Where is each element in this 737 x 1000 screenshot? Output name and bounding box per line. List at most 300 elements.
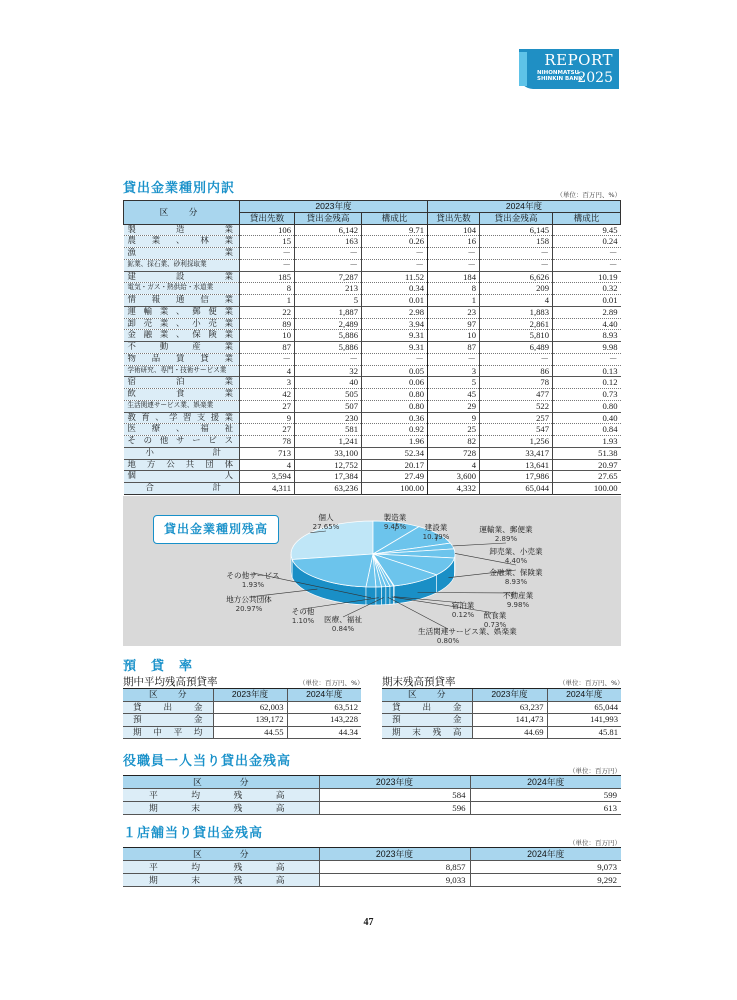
table-cell: 51.38	[553, 447, 621, 459]
table-row	[124, 283, 621, 295]
pie-label	[406, 524, 466, 541]
table-cell: 89	[240, 318, 295, 330]
table-row	[124, 236, 621, 248]
table-cell: －	[240, 353, 295, 365]
pie-label-value: 27.65%	[312, 522, 340, 531]
table-cell: 230	[295, 412, 362, 424]
table-cell: 6,489	[480, 342, 553, 354]
table-cell: 0.84	[553, 424, 621, 436]
table-cell: 97	[428, 318, 480, 330]
table-cell: 6,142	[295, 224, 362, 236]
pie-label	[486, 548, 546, 565]
table-cell: 4,332	[428, 483, 480, 495]
table-row	[382, 714, 621, 727]
row-category: 個人	[124, 471, 240, 483]
pie-label-value: 0.80%	[436, 636, 460, 645]
pie-label-name: 地方公共団体	[226, 595, 272, 604]
table-cell: －	[295, 353, 362, 365]
row-category: 期末残高	[123, 802, 319, 815]
table-cell: －	[553, 353, 621, 365]
table-cell: 477	[480, 389, 553, 401]
table-row	[124, 471, 621, 483]
table-cell: －	[480, 248, 553, 260]
table-cell: 2.98	[362, 306, 428, 318]
pie-label-value: 1.10%	[291, 616, 315, 625]
row-category: 平均残高	[123, 789, 319, 802]
table-row	[124, 248, 621, 260]
table-cell: 22	[240, 306, 295, 318]
table-cell: 27.49	[362, 471, 428, 483]
table-cell: 63,237	[472, 701, 547, 714]
table-row	[382, 726, 621, 739]
subheader-cell: 貸出金残高	[480, 212, 553, 224]
table-cell: 158	[480, 236, 553, 248]
badge-title: REPORT	[544, 51, 613, 69]
table-cell: －	[295, 248, 362, 260]
table-cell: 9.98	[553, 342, 621, 354]
table-cell: 17,986	[480, 471, 553, 483]
table-cell: 16	[428, 236, 480, 248]
table-cell: 184	[428, 271, 480, 283]
table-row	[124, 424, 621, 436]
row-category: 貸出金	[382, 701, 472, 714]
table-cell: －	[480, 259, 553, 271]
table-cell: 33,417	[480, 447, 553, 459]
table-cell: 7,287	[295, 271, 362, 283]
table-cell: 713	[240, 447, 295, 459]
table-cell: 65,044	[547, 701, 621, 714]
avg-ratio-table	[123, 688, 361, 739]
pie-label-value: 9.45%	[383, 522, 407, 531]
table-row	[124, 224, 621, 236]
table-cell: 141,993	[547, 714, 621, 727]
table-cell: 9,073	[470, 861, 621, 874]
table-cell: 0.12	[553, 377, 621, 389]
table-cell: 106	[240, 224, 295, 236]
table-cell: 29	[428, 400, 480, 412]
table-row	[124, 377, 621, 389]
table-cell: 2,861	[480, 318, 553, 330]
table-cell: 1,256	[480, 436, 553, 448]
table-cell: 45.81	[547, 726, 621, 739]
row-category: その他サービス	[124, 436, 240, 448]
table-cell: 5,886	[295, 330, 362, 342]
row-category: 貸出金	[123, 701, 213, 714]
report-badge	[519, 49, 619, 89]
table-cell: 4.40	[553, 318, 621, 330]
end-ratio-table	[382, 688, 621, 739]
header-year-a: 2023年度	[240, 201, 428, 213]
table-cell: 3,600	[428, 471, 480, 483]
pie-label-value: 0.84%	[331, 624, 355, 633]
header-cell: 区 分	[123, 848, 319, 861]
table-cell: 78	[480, 377, 553, 389]
row-category: 期末残高	[382, 726, 472, 739]
header-row	[382, 689, 621, 702]
table-row	[124, 436, 621, 448]
table-cell: 596	[319, 802, 470, 815]
row-category: 鉱業、採石業、砂利採取業	[124, 259, 240, 271]
table-cell: 0.01	[553, 295, 621, 307]
table-cell: 6,145	[480, 224, 553, 236]
table-cell: 100.00	[553, 483, 621, 495]
table-row	[123, 701, 361, 714]
table-cell: 63,236	[295, 483, 362, 495]
table-cell: 10	[240, 330, 295, 342]
pie-label	[488, 592, 548, 609]
pie-label-name: その他	[291, 607, 315, 616]
row-category: 小計	[124, 447, 240, 459]
row-category: 期中平均	[123, 726, 213, 739]
table-cell: 100.00	[362, 483, 428, 495]
table-cell: 1.96	[362, 436, 428, 448]
table-cell: 11.52	[362, 271, 428, 283]
table-row	[124, 389, 621, 401]
table-cell: 0.80	[553, 400, 621, 412]
table-cell: 20.97	[553, 459, 621, 471]
table-cell: 27	[240, 424, 295, 436]
header-cell: 2024年度	[287, 689, 361, 702]
table-cell: 505	[295, 389, 362, 401]
table-cell: －	[362, 353, 428, 365]
table-cell: 32	[295, 365, 362, 377]
pie-label-value: 1.93%	[241, 580, 265, 589]
table-cell: 209	[480, 283, 553, 295]
table-cell: 4	[240, 459, 295, 471]
table-cell: 82	[428, 436, 480, 448]
table-cell: 0.06	[362, 377, 428, 389]
table-cell: 86	[480, 365, 553, 377]
pie-label-name: 飲食業	[483, 611, 507, 620]
table-cell: 104	[428, 224, 480, 236]
table-cell: －	[553, 259, 621, 271]
table-cell: 8.93	[553, 330, 621, 342]
table-cell: 27	[240, 400, 295, 412]
table-cell: －	[428, 259, 480, 271]
subheader-cell: 貸出先数	[240, 212, 295, 224]
row-category: 医療、福祉	[124, 424, 240, 436]
pie-label-value: 20.97%	[235, 604, 263, 613]
pie-label-name: その他サービス	[226, 571, 280, 580]
table-cell: 581	[295, 424, 362, 436]
table-cell: 3	[428, 365, 480, 377]
pie-label-value: 0.73%	[483, 620, 507, 629]
pie-label-value: 8.93%	[504, 577, 528, 586]
pie-label-value: 10.19%	[422, 532, 450, 541]
pie-label-name: 不動産業	[502, 591, 534, 600]
row-category: 預金	[382, 714, 472, 727]
header-cell: 区 分	[382, 689, 472, 702]
header-row	[123, 848, 621, 861]
table-row	[124, 318, 621, 330]
end-ratio-unit: （単位：百万円、%）	[559, 679, 624, 687]
pie-label-name: 製造業	[383, 513, 407, 522]
table-cell: 45	[428, 389, 480, 401]
pie-label-name: 卸売業、小売業	[489, 547, 543, 556]
table-cell: 0.92	[362, 424, 428, 436]
table-cell: 0.36	[362, 412, 428, 424]
loan-table-unit: （単位：百万円、%）	[556, 191, 621, 199]
header-year-b: 2024年度	[428, 201, 621, 213]
table-cell: 0.26	[362, 236, 428, 248]
table-cell: 1	[428, 295, 480, 307]
per-branch-table	[123, 847, 621, 887]
table-cell: 63,512	[287, 701, 361, 714]
table-cell: 0.34	[362, 283, 428, 295]
table-row	[124, 330, 621, 342]
table-cell: 163	[295, 236, 362, 248]
table-cell: 65,044	[480, 483, 553, 495]
row-category: 製造業	[124, 224, 240, 236]
table-row	[124, 447, 621, 459]
table-row	[382, 701, 621, 714]
table-cell: 10	[428, 330, 480, 342]
badge-year: 2025	[577, 70, 613, 86]
table-cell: 4	[480, 295, 553, 307]
table-cell: 0.40	[553, 412, 621, 424]
header-row	[123, 689, 361, 702]
table-cell: 143,228	[287, 714, 361, 727]
table-cell: －	[295, 259, 362, 271]
badge-bank-name: NIHONMATSU SHINKIN BANK	[537, 70, 583, 82]
table-cell: 12,752	[295, 459, 362, 471]
table-cell: 728	[428, 447, 480, 459]
row-category: 合計	[124, 483, 240, 495]
table-cell: 5,886	[295, 342, 362, 354]
table-row	[124, 365, 621, 377]
pie-label-name: 運輸業、郵便業	[479, 525, 533, 534]
pie-label-value: 0.12%	[451, 610, 475, 619]
row-category: 金融業、保険業	[124, 330, 240, 342]
table-cell: 33,100	[295, 447, 362, 459]
table-cell: 5	[295, 295, 362, 307]
row-category: 生活関連サービス業、娯楽業	[124, 400, 240, 412]
pie-label	[223, 572, 283, 589]
end-ratio-title: 期末残高預貸率	[382, 676, 456, 688]
table-cell: 17,384	[295, 471, 362, 483]
pie-label	[476, 526, 536, 543]
row-category: 飲食業	[124, 389, 240, 401]
chart-title: 貸出金業種別残高	[153, 515, 279, 544]
table-cell: 0.80	[362, 389, 428, 401]
row-category: 学術研究、専門・技術サービス業	[124, 365, 240, 377]
table-row	[124, 271, 621, 283]
table-row	[124, 483, 621, 495]
row-category: 情報通信業	[124, 295, 240, 307]
table-cell: 3.94	[362, 318, 428, 330]
table-cell: 1,241	[295, 436, 362, 448]
table-cell: 1.93	[553, 436, 621, 448]
header-cell: 区 分	[123, 776, 319, 789]
header-cell: 2023年度	[213, 689, 287, 702]
row-category: 運輸業、郵便業	[124, 306, 240, 318]
header-cell: 2024年度	[547, 689, 621, 702]
table-row	[124, 412, 621, 424]
row-category: 卸売業、小売業	[124, 318, 240, 330]
row-category: 電気・ガス・熱供給・水道業	[124, 283, 240, 295]
table-cell: 9	[428, 412, 480, 424]
pie-label	[296, 514, 356, 531]
table-cell: 6,626	[480, 271, 553, 283]
row-category: 農業、林業	[124, 236, 240, 248]
table-cell: 139,172	[213, 714, 287, 727]
table-cell: －	[240, 248, 295, 260]
table-cell: －	[240, 259, 295, 271]
table-cell: 20.17	[362, 459, 428, 471]
table-cell: 185	[240, 271, 295, 283]
table-cell: －	[428, 248, 480, 260]
pie-label	[486, 569, 546, 586]
table-row	[124, 259, 621, 271]
table-cell: 44.55	[213, 726, 287, 739]
per-employee-title: 役職員一人当り貸出金残高	[123, 754, 292, 769]
table-cell: 0.01	[362, 295, 428, 307]
table-cell: 52.34	[362, 447, 428, 459]
table-cell: 141,473	[472, 714, 547, 727]
table-cell: 599	[470, 789, 621, 802]
table-cell: 0.24	[553, 236, 621, 248]
table-cell: 613	[470, 802, 621, 815]
table-cell: 3,594	[240, 471, 295, 483]
table-cell: 10.19	[553, 271, 621, 283]
row-category: 平均残高	[123, 861, 319, 874]
table-cell: 1	[240, 295, 295, 307]
table-row	[123, 874, 621, 887]
table-cell: －	[362, 248, 428, 260]
header-row	[123, 776, 621, 789]
pie-label	[418, 627, 517, 645]
table-cell: 9.31	[362, 342, 428, 354]
table-row	[124, 295, 621, 307]
pie-label-value: 2.89%	[494, 534, 518, 543]
table-cell: 0.13	[553, 365, 621, 377]
deposit-ratio-title: 預 貸 率	[123, 659, 194, 674]
pie-label-name: 宿泊業	[451, 601, 475, 610]
table-cell: 25	[428, 424, 480, 436]
avg-ratio-title: 期中平均残高預貸率	[123, 676, 218, 688]
per-branch-title: １店舗当り貸出金残高	[123, 826, 264, 841]
table-row	[124, 400, 621, 412]
pie-label-value: 9.98%	[506, 600, 530, 609]
avg-ratio-unit: （単位：百万円、%）	[299, 679, 364, 687]
table-cell: 78	[240, 436, 295, 448]
header-cell: 区 分	[123, 689, 213, 702]
table-cell: 3	[240, 377, 295, 389]
loan-table-title: 貸出金業種別内訳	[123, 181, 236, 196]
table-cell: 4,311	[240, 483, 295, 495]
table-cell: 42	[240, 389, 295, 401]
table-cell: 213	[295, 283, 362, 295]
row-category: 建設業	[124, 271, 240, 283]
pie-label-name: 個人	[318, 513, 334, 522]
table-cell: 27.65	[553, 471, 621, 483]
per-employee-unit: （単位：百万円）	[569, 767, 621, 775]
row-category: 漁業	[124, 248, 240, 260]
per-employee-table	[123, 775, 621, 815]
table-cell: －	[428, 353, 480, 365]
row-category: 預金	[123, 714, 213, 727]
header-cell: 2024年度	[470, 776, 621, 789]
subheader-cell: 貸出金残高	[295, 212, 362, 224]
table-cell: 4	[240, 365, 295, 377]
header-cell: 2023年度	[319, 848, 470, 861]
page-number: 47	[363, 917, 374, 928]
table-cell: 0.32	[553, 283, 621, 295]
table-row	[123, 802, 621, 815]
pie-label-name: 金融業、保険業	[489, 568, 543, 577]
table-cell: 8,857	[319, 861, 470, 874]
table-cell: 44.69	[472, 726, 547, 739]
table-row	[123, 789, 621, 802]
table-cell: 44.34	[287, 726, 361, 739]
table-cell: 87	[240, 342, 295, 354]
table-cell: 9.31	[362, 330, 428, 342]
row-category: 地方公共団体	[124, 459, 240, 471]
pie-label	[273, 608, 333, 625]
table-cell: －	[362, 259, 428, 271]
row-category: 期末残高	[123, 874, 319, 887]
table-row	[124, 306, 621, 318]
table-cell: 0.80	[362, 400, 428, 412]
pie-label-value: 4.40%	[504, 556, 528, 565]
table-cell: 9,033	[319, 874, 470, 887]
table-cell: 9.45	[553, 224, 621, 236]
table-cell: 87	[428, 342, 480, 354]
table-cell: 23	[428, 306, 480, 318]
table-row	[123, 726, 361, 739]
pie-label-name: 生活関連サービス業、娯楽業	[418, 627, 517, 636]
table-cell: 1,887	[295, 306, 362, 318]
table-row	[124, 353, 621, 365]
table-cell: 8	[428, 283, 480, 295]
pie-leader-line	[453, 543, 506, 546]
table-cell: 257	[480, 412, 553, 424]
header-cell: 2023年度	[472, 689, 547, 702]
table-cell: 2,489	[295, 318, 362, 330]
table-row	[123, 861, 621, 874]
per-branch-unit: （単位：百万円）	[569, 839, 621, 847]
table-cell: 40	[295, 377, 362, 389]
row-category: 物品賃貸業	[124, 353, 240, 365]
table-cell: 8	[240, 283, 295, 295]
table-row	[123, 714, 361, 727]
pie-label-name: 建設業	[424, 523, 448, 532]
table-cell: 4	[428, 459, 480, 471]
subheader-cell: 貸出先数	[428, 212, 480, 224]
table-cell: 507	[295, 400, 362, 412]
header-category: 区 分	[124, 201, 240, 225]
table-cell: 1,883	[480, 306, 553, 318]
row-category: 教育、学習支援業	[124, 412, 240, 424]
table-cell: 2.89	[553, 306, 621, 318]
subheader-cell: 構成比	[553, 212, 621, 224]
badge-stripe	[519, 52, 527, 86]
table-cell: 9.71	[362, 224, 428, 236]
table-cell: 0.73	[553, 389, 621, 401]
header-cell: 2023年度	[319, 776, 470, 789]
row-category: 不動産業	[124, 342, 240, 354]
table-cell: 5	[428, 377, 480, 389]
table-row	[124, 342, 621, 354]
table-cell: －	[553, 248, 621, 260]
table-cell: 522	[480, 400, 553, 412]
loan-by-industry-table	[123, 200, 621, 495]
table-cell: 15	[240, 236, 295, 248]
row-category: 宿泊業	[124, 377, 240, 389]
table-cell: －	[480, 353, 553, 365]
table-cell: 9,292	[470, 874, 621, 887]
table-cell: 547	[480, 424, 553, 436]
